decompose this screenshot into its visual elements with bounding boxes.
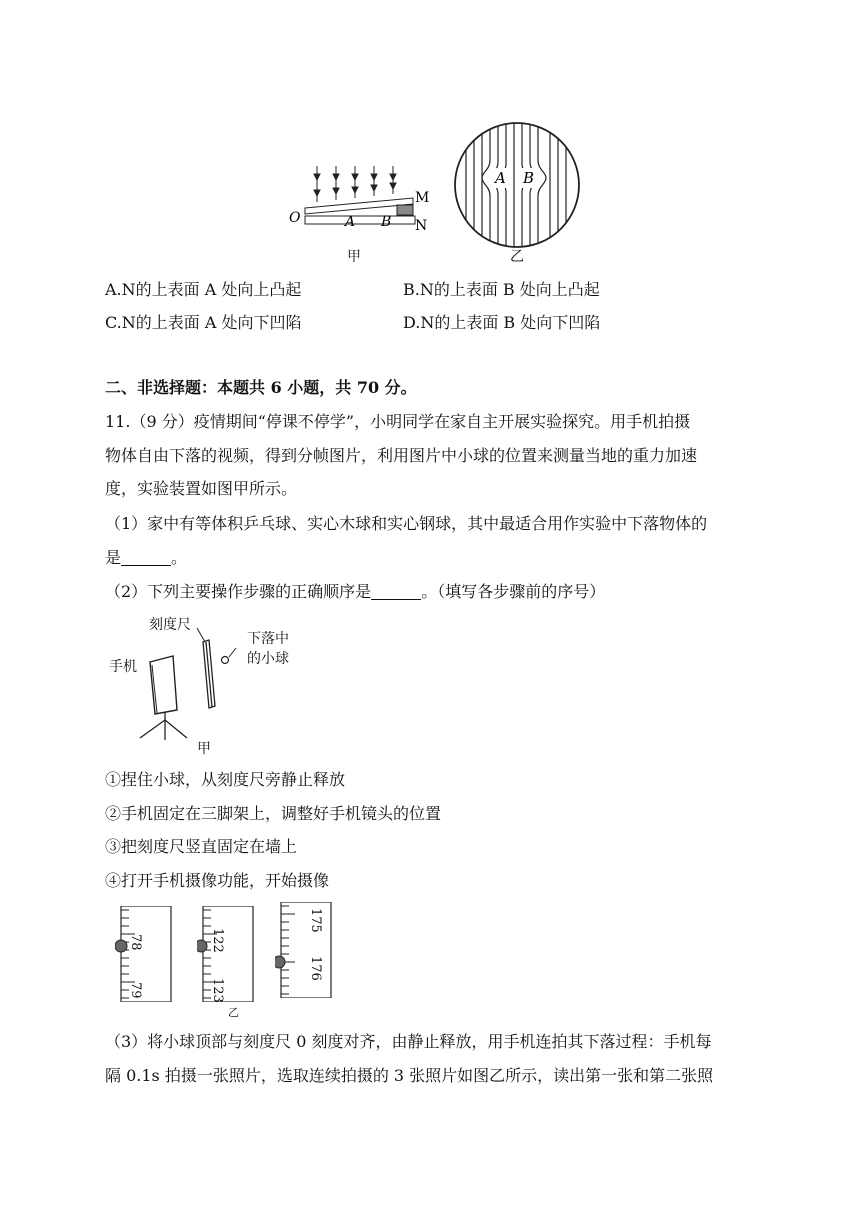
label-m: M xyxy=(415,190,430,206)
light-arrow xyxy=(390,166,396,194)
ball-1 xyxy=(115,940,127,952)
spacer-block xyxy=(397,205,413,215)
caption-jia: 甲 xyxy=(197,741,211,757)
option-b: B.N的上表面 B 处向上凸起 xyxy=(403,280,600,299)
label-o: O xyxy=(289,210,301,226)
light-arrow xyxy=(371,166,377,196)
step-3: ③把刻度尺竖直固定在墙上 xyxy=(105,837,298,856)
ruler-3-top: 175 xyxy=(308,908,323,933)
label-b-fringe: B xyxy=(523,169,535,187)
figure-jia-apparatus xyxy=(105,610,325,760)
q11-part1-post: 。 xyxy=(171,548,188,567)
option-a: A.N的上表面 A 处向上凸起 xyxy=(105,280,302,299)
q11-part3-line1: （3）将小球顶部与刻度尺 0 刻度对齐，由静止释放，用手机连拍其下落过程：手机每 xyxy=(105,1032,712,1051)
q11-part3-line2: 隔 0.1s 拍摄一张照片，选取连续拍摄的 3 张照片如图乙所示，读出第一张和第二张照 xyxy=(105,1066,714,1085)
q11-part2-post: 。（填写各步骤前的序号） xyxy=(421,582,606,601)
figure-caption-yi: 乙 xyxy=(510,249,524,265)
figure-yi-fringes xyxy=(452,120,582,250)
ruler-photo-3 xyxy=(275,902,337,998)
q11-part2 xyxy=(105,581,605,603)
label-ruler: 刻度尺 xyxy=(149,617,191,633)
section-title: 二、非选择题：本题共 6 小题，共 70 分。 xyxy=(105,378,417,397)
q11-part1-line1: （1）家中有等体积乒乓球、实心木球和实心钢球，其中最适合用作实验中下落物体的 xyxy=(105,514,708,533)
light-arrow xyxy=(314,166,320,202)
ruler-1-bottom: 79 xyxy=(128,982,143,999)
q11-intro-line2: 物体自由下落的视频，得到分帧图片，利用图片中小球的位置来测量当地的重力加速 xyxy=(105,446,698,465)
q11-intro-line1: 11.（9 分）疫情期间“停课不停学”，小明同学在家自主开展实验探究。用手机拍摄 xyxy=(105,412,691,431)
ruler-photo-1 xyxy=(115,906,177,1002)
label-a-fringe: A xyxy=(495,169,506,187)
ball-3 xyxy=(275,956,285,968)
ruler-1-top: 78 xyxy=(128,934,143,951)
step-1: ①捏住小球，从刻度尺旁静止释放 xyxy=(105,770,346,789)
plate-n xyxy=(305,216,415,224)
light-arrow xyxy=(333,166,339,200)
q11-part2-pre: （2）下列主要操作步骤的正确顺序是 xyxy=(105,582,372,601)
ruler-shape xyxy=(203,640,215,708)
figure-yi-photos xyxy=(105,902,345,1022)
label-ball-2: 的小球 xyxy=(247,651,289,667)
apparatus-drawing xyxy=(105,610,325,760)
answer-blank-2[interactable] xyxy=(371,583,421,600)
ruler-2-top: 122 xyxy=(210,928,225,953)
ball-2 xyxy=(197,940,207,952)
ruler-3-bottom: 176 xyxy=(308,956,323,981)
tripod xyxy=(140,712,187,740)
q11-intro-line3: 度，实验装置如图甲所示。 xyxy=(105,479,298,498)
label-ball-1: 下落中 xyxy=(247,631,289,647)
label-n: N xyxy=(415,218,428,234)
ruler-photo-1-drawing xyxy=(115,906,177,1002)
caption-yi: 乙 xyxy=(228,1006,239,1019)
ruler-2-bottom: 123 xyxy=(210,978,225,1003)
ruler-photo-2-drawing xyxy=(197,906,259,1002)
option-c: C.N的上表面 A 处向下凹陷 xyxy=(105,313,302,332)
label-phone: 手机 xyxy=(109,659,137,675)
ball xyxy=(222,657,229,664)
answer-blank-1[interactable] xyxy=(121,549,171,566)
figure-caption-jia: 甲 xyxy=(347,249,361,265)
step-4: ④打开手机摄像功能，开始摄像 xyxy=(105,871,330,890)
step-2: ②手机固定在三脚架上，调整好手机镜头的位置 xyxy=(105,804,442,823)
option-d: D.N的上表面 B 处向下凹陷 xyxy=(403,313,601,332)
ruler-photo-2 xyxy=(197,906,259,1002)
light-arrow xyxy=(352,166,358,198)
label-a: A xyxy=(345,214,356,230)
label-b: B xyxy=(381,214,392,230)
q11-part1-pre: 是 xyxy=(105,548,122,567)
ruler-photo-3-drawing xyxy=(275,902,337,998)
q11-part1-line2 xyxy=(105,547,187,569)
